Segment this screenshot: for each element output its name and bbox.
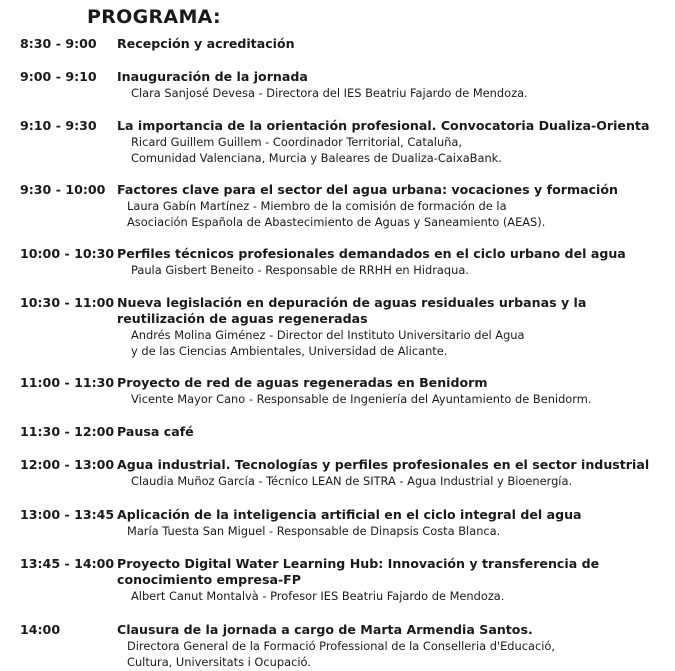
program-title: Nueva legislación en depuración de aguas residuales urbanas y la reutilización de aguas regeneradas	[117, 295, 587, 326]
program-speaker-line: Laura Gabín Martínez - Miembro de la comisión de formación de la	[127, 199, 507, 213]
program-title: Proyecto de red de aguas regeneradas en Benidorm	[117, 375, 488, 390]
program-title: Perfiles técnicos profesionales demandados en el ciclo urbano del agua	[117, 246, 626, 261]
program-time: 11:00 - 11:30	[20, 375, 115, 390]
program-speaker-line: Albert Canut Montalvà - Profesor IES Beatriu Fajardo de Mendoza.	[131, 589, 505, 603]
program-heading: PROGRAMA:	[87, 6, 221, 28]
program-speaker-line: Andrés Molina Giménez - Director del Instituto Universitario del Agua	[131, 328, 525, 342]
program-title: Factores clave para el sector del agua urbana: vocaciones y formación	[117, 182, 618, 197]
program-time: 8:30 - 9:00	[20, 36, 97, 51]
program-time: 14:00	[20, 622, 61, 637]
program-title: La importancia de la orientación profesional. Convocatoria Dualiza-Orienta	[117, 118, 650, 133]
program-speaker-line: Ricard Guillem Guillem - Coordinador Territorial, Cataluña,	[131, 135, 462, 149]
program-speaker-line: Vicente Mayor Cano - Responsable de Ingeniería del Ayuntamiento de Benidorm.	[131, 392, 592, 406]
program-title: Inauguración de la jornada	[117, 69, 308, 84]
program-time: 9:30 - 10:00	[20, 182, 106, 197]
program-time: 10:30 - 11:00	[20, 295, 115, 310]
program-speaker-line: Comunidad Valenciana, Murcia y Baleares de Dualiza-CaixaBank.	[131, 151, 502, 165]
program-title: Proyecto Digital Water Learning Hub: Innovación y transferencia de conocimiento empresa-FP	[117, 556, 600, 587]
program-speaker-line: Asociación Española de Abastecimiento de Aguas y Saneamiento (AEAS).	[127, 215, 546, 229]
program-time: 12:00 - 13:00	[20, 457, 115, 472]
program-time: 13:00 - 13:45	[20, 507, 115, 522]
program-time: 9:00 - 9:10	[20, 69, 97, 84]
program-title: Clausura de la jornada a cargo de Marta Armendia Santos.	[117, 622, 533, 637]
program-speaker-line: Claudia Muñoz García - Técnico LEAN de SITRA - Agua Industrial y Bioenergía.	[131, 474, 573, 488]
program-speaker-line: Cultura, Universitats i Ocupació.	[127, 655, 311, 669]
program-speaker-line: María Tuesta San Miguel - Responsable de Dinapsis Costa Blanca.	[127, 524, 501, 538]
program-speaker-line: Clara Sanjosé Devesa - Directora del IES Beatriu Fajardo de Mendoza.	[131, 86, 528, 100]
program-time: 11:30 - 12:00	[20, 424, 115, 439]
program-speaker-line: y de las Ciencias Ambientales, Universidad de Alicante.	[131, 344, 448, 358]
program-time: 9:10 - 9:30	[20, 118, 97, 133]
program-title: Pausa café	[117, 424, 194, 439]
program-title: Agua industrial. Tecnologías y perfiles profesionales en el sector industrial	[117, 457, 650, 472]
program-speaker-line: Paula Gisbert Beneito - Responsable de RRHH en Hidraqua.	[131, 263, 469, 277]
program-title: Aplicación de la inteligencia artificial en el ciclo integral del agua	[117, 507, 582, 522]
program-time: 10:00 - 10:30	[20, 246, 115, 261]
program-time: 13:45 - 14:00	[20, 556, 115, 571]
program-speaker-line: Directora General de la Formació Professional de la Conselleria d'Educació,	[127, 639, 556, 653]
program-title: Recepción y acreditación	[117, 36, 295, 51]
